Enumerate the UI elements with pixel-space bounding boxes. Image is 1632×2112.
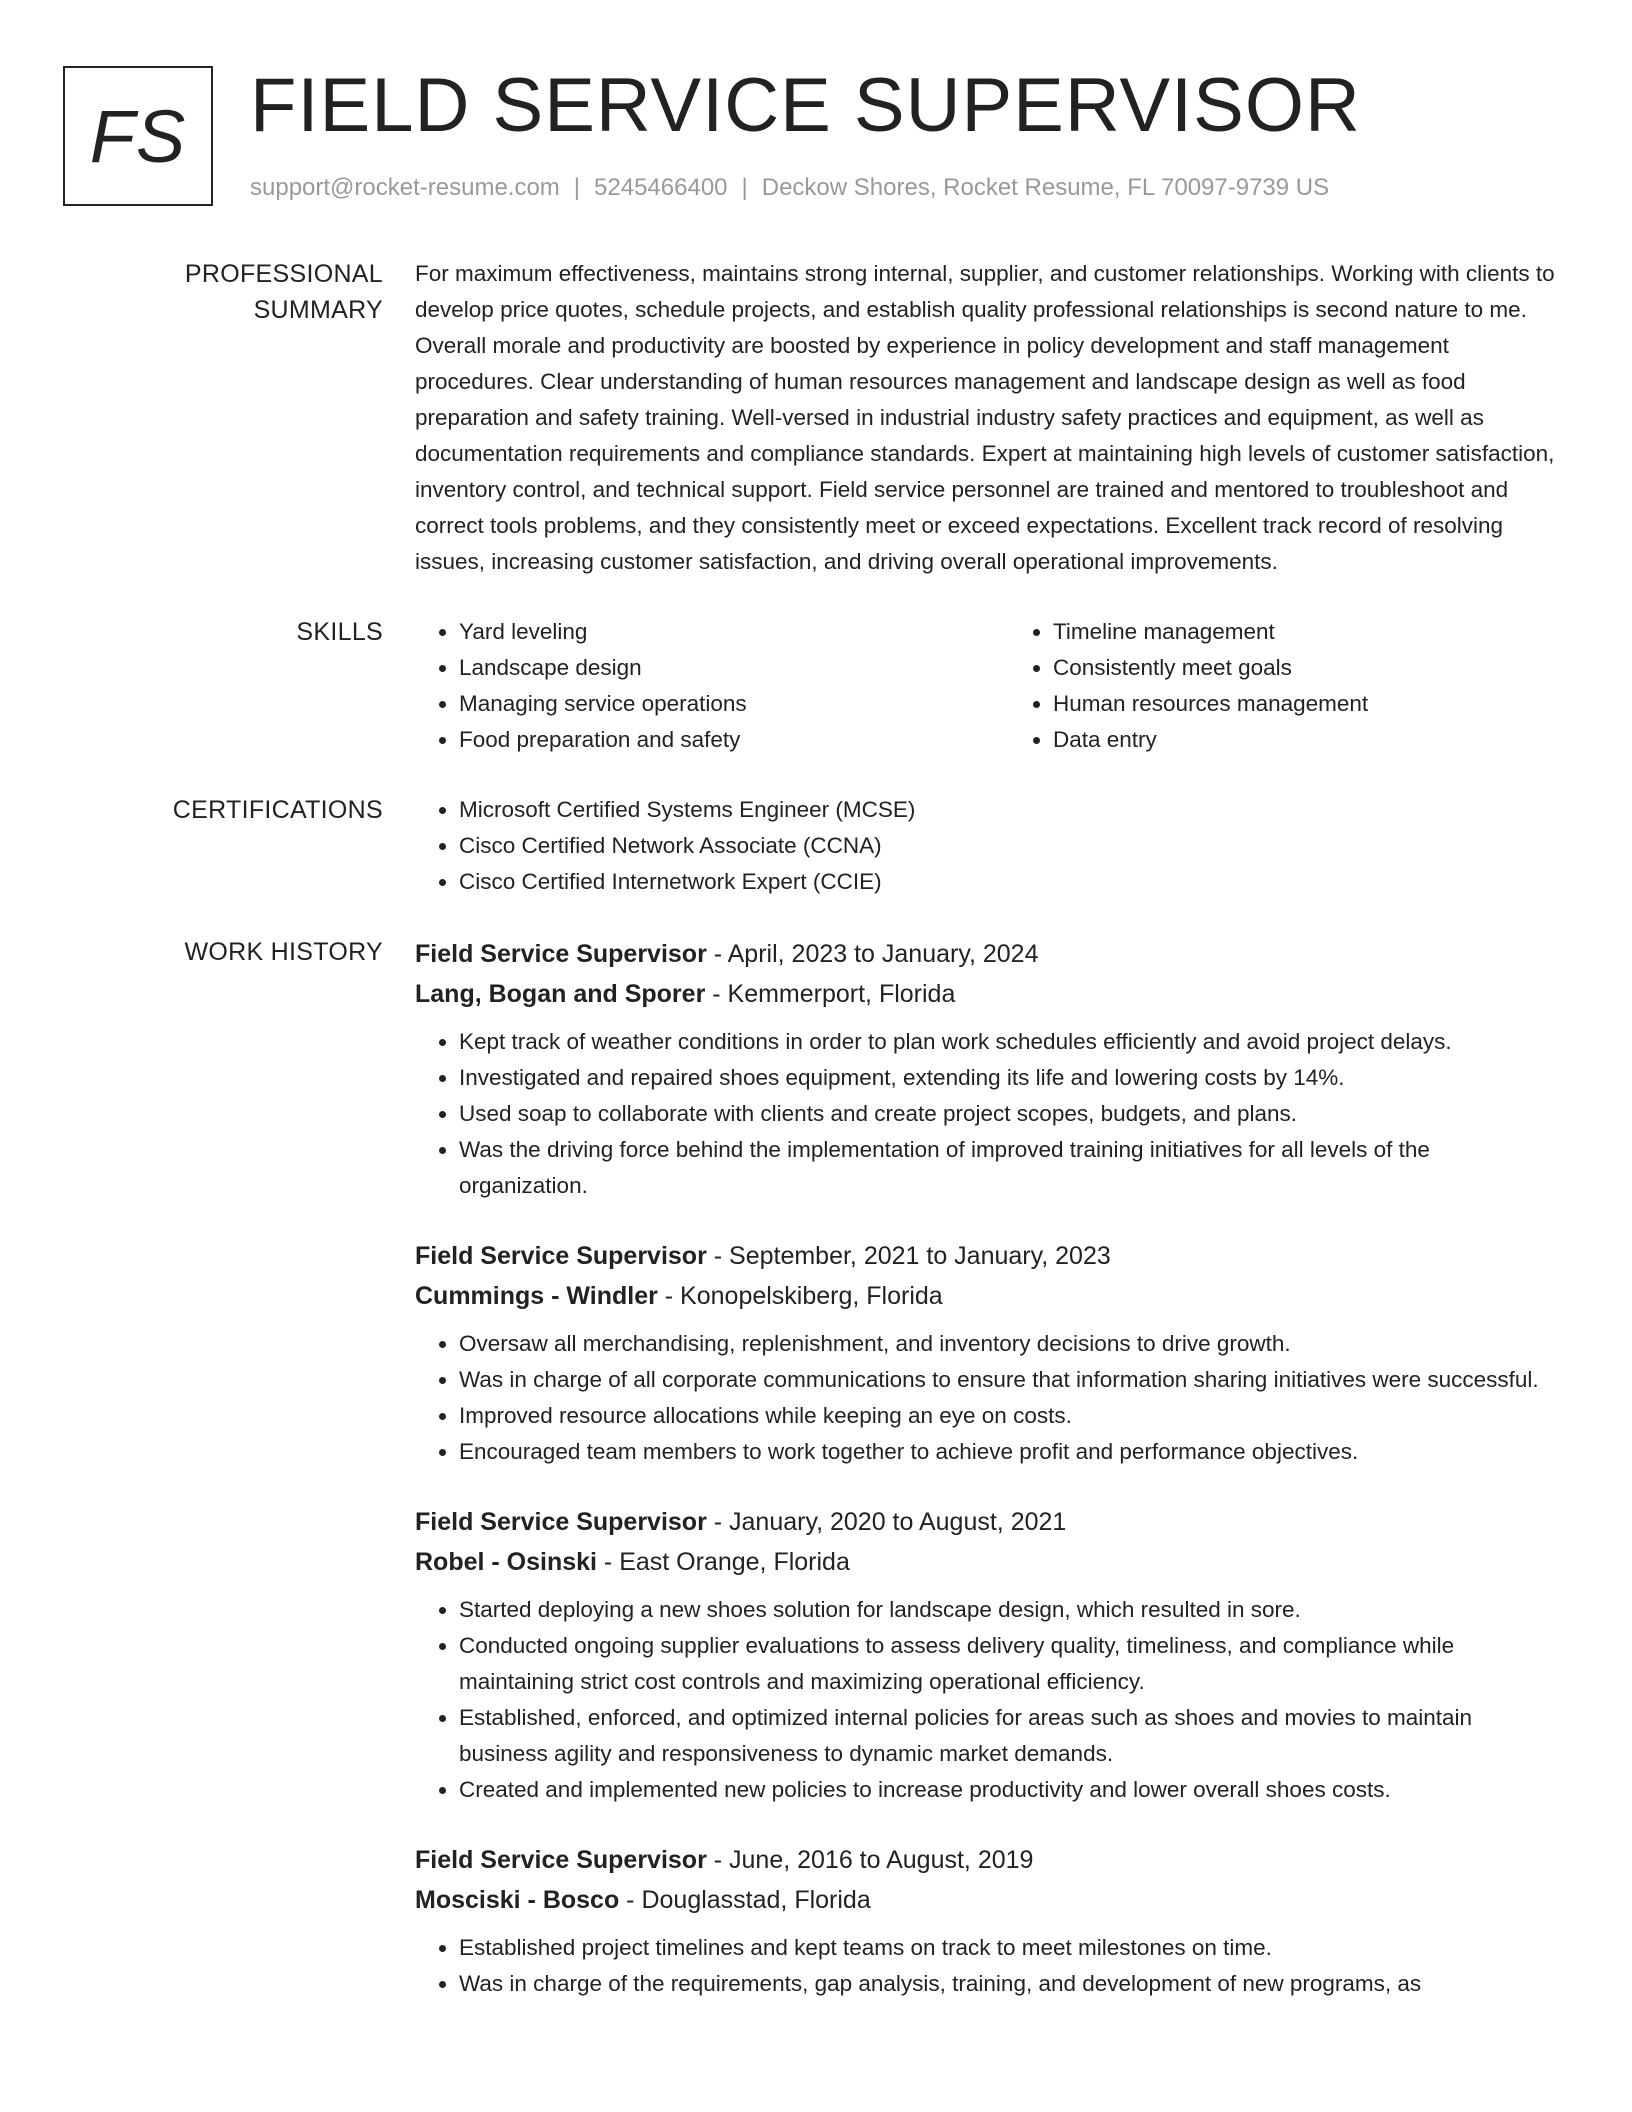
job-title-line: [415, 1840, 1563, 1880]
section-title: PROFESSIONAL SUMMARY: [184, 260, 383, 324]
contact-line: [250, 174, 1329, 202]
job-bullet: • Established, enforced, and optimized internal policies for areas such as shoes and movies to maintain business agility and responsiveness to dynamic market demands.: [459, 1700, 1563, 1772]
certifications-list: [415, 792, 1563, 900]
job-bullet: • Was in charge of the requirements, gap analysis, training, and development of new programs, as: [459, 1966, 1563, 2002]
job-bullet: • Was the driving force behind the implementation of improved training initiatives for all levels of the organization.: [459, 1132, 1563, 1204]
job-bullet: • Was in charge of all corporate communications to ensure that information sharing initiatives were successful.: [459, 1362, 1563, 1398]
section-title: WORK HISTORY: [184, 938, 383, 966]
summary-text: For maximum effectiveness, maintains strong internal, supplier, and customer relationships. Working with clients to develop price quotes, schedule projects, and establish quality professional relationships is second nature to me. Overall morale and productivity are boosted by experience in policy development and staff management procedures. Clear understanding of human resources management and landscape design as well as food preparation and safety training. Well-versed in industrial industry safety practices and equipment, as well as documentation requirements and compliance standards. Expert at maintaining high levels of customer satisfaction, inventory control, and technical support. Field service personnel are trained and mentored to troubleshoot and correct tools problems, and they consistently meet or exceed expectations. Excellent track record of resolving issues, increasing customer satisfaction, and driving overall operational improvements.: [415, 261, 1555, 574]
skills-list-left: [415, 614, 1009, 758]
job-company: Lang, Bogan and Sporer: [415, 980, 706, 1008]
job-bullets: [415, 1930, 1563, 2002]
job-entry: [415, 934, 1563, 1204]
skill-item: • Consistently meet goals: [1053, 650, 1603, 686]
job-company: Cummings - Windler: [415, 1282, 658, 1310]
job-bullets: [415, 1326, 1563, 1470]
job-bullet: • Kept track of weather conditions in order to plan work schedules efficiently and avoid project delays.: [459, 1024, 1563, 1060]
contact-email[interactable]: support@rocket-resume.com: [250, 174, 560, 201]
job-bullet: • Established project timelines and kept teams on track to meet milestones on time.: [459, 1930, 1563, 1966]
job-dates: - June, 2016 to August, 2019: [706, 1846, 1034, 1874]
job-bullet: • Improved resource allocations while keeping an eye on costs.: [459, 1398, 1563, 1434]
contact-address: Deckow Shores, Rocket Resume, FL 70097-9739 US: [761, 174, 1330, 201]
certification-item: • Cisco Certified Network Associate (CCNA): [459, 828, 1563, 864]
skills-section: [63, 614, 1563, 758]
page-title: FIELD SERVICE SUPERVISOR: [250, 63, 1361, 148]
skill-item: • Landscape design: [459, 650, 1009, 686]
job-bullet: • Investigated and repaired shoes equipment, extending its life and lowering costs by 14%.: [459, 1060, 1563, 1096]
job-dates: - April, 2023 to January, 2024: [706, 940, 1039, 968]
job-location: - Konopelskiberg, Florida: [657, 1282, 943, 1310]
skill-item: • Timeline management: [1053, 614, 1603, 650]
certification-item: • Cisco Certified Internetwork Expert (CCIE): [459, 864, 1563, 900]
resume-header: [63, 64, 1583, 214]
summary-section: [63, 256, 1563, 580]
skill-item: • Yard leveling: [459, 614, 1009, 650]
job-bullet: • Used soap to collaborate with clients and create project scopes, budgets, and plans.: [459, 1096, 1563, 1132]
skill-item: • Food preparation and safety: [459, 722, 1009, 758]
job-entry: [415, 1502, 1563, 1808]
section-title: CERTIFICATIONS: [172, 796, 383, 824]
section-title: SKILLS: [296, 618, 383, 646]
job-bullets: [415, 1592, 1563, 1808]
job-role: Field Service Supervisor: [415, 1508, 707, 1536]
job-bullet: • Started deploying a new shoes solution for landscape design, which resulted in sore.: [459, 1592, 1563, 1628]
job-company-line: [415, 974, 1563, 1014]
job-company: Mosciski - Bosco: [415, 1886, 620, 1914]
job-bullet: • Created and implemented new policies to increase productivity and lower overall shoes costs.: [459, 1772, 1563, 1808]
job-company-line: [415, 1880, 1563, 1920]
job-location: - East Orange, Florida: [596, 1548, 850, 1576]
work-history-section: [63, 934, 1563, 2034]
resume-body: [63, 256, 1563, 2068]
contact-separator: |: [573, 174, 581, 201]
certification-item: • Microsoft Certified Systems Engineer (MCSE): [459, 792, 1563, 828]
job-company-line: [415, 1542, 1563, 1582]
contact-separator: |: [741, 174, 748, 201]
job-entry: [415, 1236, 1563, 1470]
job-title-line: [415, 1502, 1563, 1542]
job-bullet: • Oversaw all merchandising, replenishment, and inventory decisions to drive growth.: [459, 1326, 1563, 1362]
monogram-logo: FS: [63, 66, 213, 206]
job-role: Field Service Supervisor: [415, 940, 707, 968]
skill-item: • Data entry: [1053, 722, 1603, 758]
skill-item: • Human resources management: [1053, 686, 1603, 722]
job-company: Robel - Osinski: [415, 1548, 597, 1576]
job-location: - Douglasstad, Florida: [619, 1886, 871, 1914]
job-dates: - January, 2020 to August, 2021: [706, 1508, 1067, 1536]
job-title-line: [415, 934, 1563, 974]
job-location: - Kemmerport, Florida: [705, 980, 956, 1008]
certifications-section: [63, 792, 1563, 900]
job-bullets: [415, 1024, 1563, 1204]
job-role: Field Service Supervisor: [415, 1242, 707, 1270]
skills-list-right: [1009, 614, 1603, 758]
contact-phone[interactable]: 5245466400: [594, 174, 728, 201]
job-role: Field Service Supervisor: [415, 1846, 707, 1874]
job-company-line: [415, 1276, 1563, 1316]
job-bullet: • Encouraged team members to work together to achieve profit and performance objectives.: [459, 1434, 1563, 1470]
job-entry: [415, 1840, 1563, 2002]
skill-item: • Managing service operations: [459, 686, 1009, 722]
job-title-line: [415, 1236, 1563, 1276]
job-bullet: • Conducted ongoing supplier evaluations to assess delivery quality, timeliness, and compliance while maintaining strict cost controls and maximizing operational efficiency.: [459, 1628, 1563, 1700]
job-dates: - September, 2021 to January, 2023: [706, 1242, 1111, 1270]
